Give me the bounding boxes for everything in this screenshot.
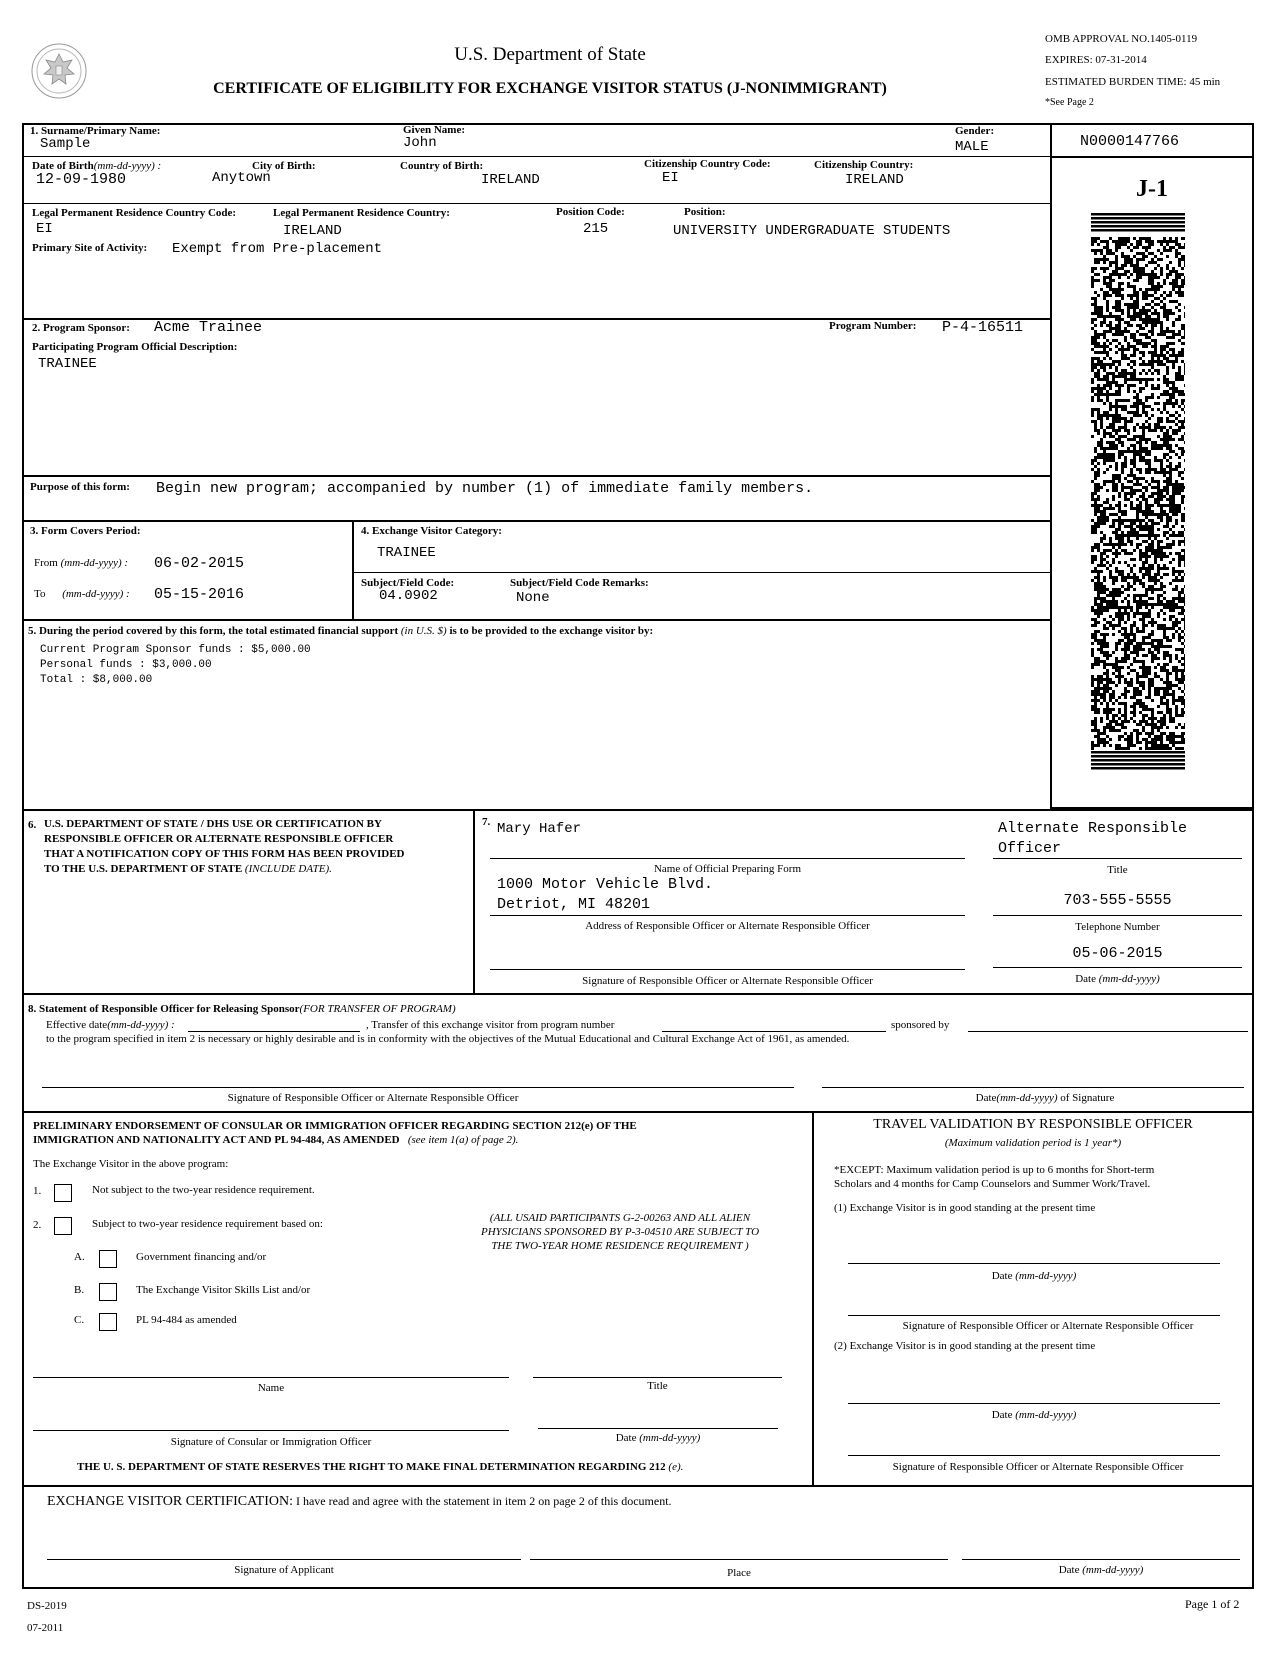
omb-approval: OMB APPROVAL NO.1405-0119 (1045, 33, 1198, 45)
gender-value: MALE (955, 139, 989, 155)
position-code-label: Position Code: (556, 206, 625, 218)
dob-value: 12-09-1980 (36, 171, 127, 188)
travel-item2: (2) Exchange Visitor is in good standing at the present time (834, 1340, 1096, 1352)
description-label: Participating Program Official Description: (32, 341, 238, 353)
endorsement-title-b: IMMIGRATION AND NATIONALITY ACT AND PL 94-484, AS AMENDED (see item 1(a) of page 2). (33, 1134, 519, 1146)
sevis-id: N0000147766 (1080, 133, 1180, 150)
barcode-icon (1091, 213, 1185, 773)
barcode (1091, 213, 1185, 773)
transfer-text: , Transfer of this exchange visitor from program number (366, 1019, 615, 1031)
field-code-value: 04.0902 (379, 588, 438, 604)
applicant-sig-caption: Signature of Applicant (234, 1564, 334, 1576)
visa-type: J-1 (1136, 176, 1168, 202)
site-value: Exempt from Pre-placement (172, 241, 383, 257)
place-caption: Place (727, 1567, 751, 1579)
period-label: 3. Form Covers Period: (30, 525, 141, 537)
sub-c-letter: C. (74, 1314, 85, 1326)
financial-line-personal: Personal funds : $3,000.00 (40, 659, 212, 671)
consular-date-caption: Date (mm-dd-yyyy) (615, 1432, 701, 1444)
signature-caption: Signature of Responsible Officer or Alternate Responsible Officer (582, 975, 873, 987)
sub-a-text: Government financing and/or (136, 1251, 267, 1263)
reserve-statement: THE U. S. DEPARTMENT OF STATE RESERVES THE RIGHT TO MAKE FINAL DETERMINATION REGARDING 212 (e). (77, 1461, 684, 1473)
sponsored-by: sponsored by (891, 1019, 950, 1031)
official-caption: Name of Official Preparing Form (653, 863, 802, 875)
travel-sig1-caption: Signature of Responsible Officer or Alternate Responsible Officer (902, 1320, 1194, 1332)
endorsement-title-caption: Title (647, 1380, 668, 1392)
lpr-country-value: IRELAND (283, 223, 342, 239)
official-name: Mary Hafer (497, 821, 582, 837)
item2-number: 2. (33, 1219, 42, 1231)
sub-c-checkbox[interactable] (99, 1313, 117, 1331)
page-number: Page 1 of 2 (1185, 1597, 1240, 1611)
surname-value: Sample (40, 136, 91, 152)
item1-text: Not subject to the two-year residence requirement. (92, 1184, 315, 1196)
phone-caption: Telephone Number (1075, 921, 1160, 933)
lpr-country-label: Legal Permanent Residence Country: (273, 207, 450, 219)
lpr-code-label: Legal Permanent Residence Country Code: (32, 207, 237, 219)
from-label: From (mm-dd-yyyy) : (34, 557, 129, 569)
section6-text: U.S. DEPARTMENT OF STATE / DHS USE OR CERTIFICATION BY RESPONSIBLE OFFICER OR ALTERNATE RESPONSIBLE OFFICER THAT A NOTIFICATION COPY OF THIS FORM HAS BEEN PROVIDED TO THE U.S. DEPARTMENT OF STATE (INCLUDE DATE). (44, 818, 405, 875)
remarks-label: Subject/Field Code Remarks: (510, 577, 649, 589)
cit-country-label: Citizenship Country: (814, 159, 914, 171)
travel-date2-caption: Date (mm-dd-yyyy) (991, 1409, 1077, 1421)
program-number-label: Program Number: (829, 320, 917, 332)
site-label: Primary Site of Activity: (32, 242, 148, 254)
official-title: Alternate Responsible Officer (998, 820, 1188, 857)
financial-label: 5. During the period covered by this form, the total estimated financial support (in U.S. $) is to be provided to the exchange visitor by: (28, 625, 654, 637)
city-label: City of Birth: (252, 160, 316, 172)
from-value: 06-02-2015 (154, 555, 245, 572)
financial-line-total: Total : $8,000.00 (40, 674, 153, 686)
cit-code-label: Citizenship Country Code: (644, 158, 771, 170)
address-caption: Address of Responsible Officer or Alternate Responsible Officer (585, 920, 870, 932)
remarks-value: None (516, 590, 550, 606)
city-value: Anytown (212, 170, 271, 186)
surname-label: 1. Surname/Primary Name: (30, 125, 161, 137)
see-page-note: *See Page 2 (1045, 97, 1094, 108)
to-value: 05-15-2016 (154, 586, 245, 603)
field-code-label: Subject/Field Code: (361, 577, 455, 589)
country-birth-label: Country of Birth: (400, 160, 484, 172)
burden-time: ESTIMATED BURDEN TIME: 45 min (1045, 76, 1221, 88)
dob-label: Date of Birth(mm-dd-yyyy) : (32, 160, 162, 172)
country-birth-value: IRELAND (481, 172, 540, 188)
cit-country-value: IRELAND (845, 172, 904, 188)
phone-value: 703-555-5555 (1063, 892, 1172, 909)
position-code-value: 215 (583, 221, 609, 237)
sub-b-checkbox[interactable] (99, 1283, 117, 1301)
section8-line2: to the program specified in item 2 is necessary or highly desirable and is in conformity with the objectives of the Mutual Educational and Cultural Exchange Act of 1961, as amended. (46, 1033, 850, 1045)
sub-b-text: The Exchange Visitor Skills List and/or (136, 1284, 311, 1296)
title-caption: Title (1107, 864, 1128, 876)
form-revision: 07-2011 (27, 1622, 64, 1634)
financial-line-sponsor: Current Program Sponsor funds : $5,000.00 (40, 644, 311, 656)
item2-checkbox[interactable] (54, 1217, 72, 1235)
cit-code-value: EI (662, 170, 679, 186)
consular-sig-caption: Signature of Consular or Immigration Officer (170, 1436, 372, 1448)
category-label: 4. Exchange Visitor Category: (361, 525, 502, 537)
sub-b-letter: B. (74, 1284, 85, 1296)
item1-checkbox[interactable] (54, 1184, 72, 1202)
address-line1: 1000 Motor Vehicle Blvd. (497, 876, 714, 893)
form-number: DS-2019 (27, 1600, 67, 1612)
item1-number: 1. (33, 1185, 42, 1197)
usaid-note: (ALL USAID PARTICIPANTS G-2-00263 AND ALL ALIEN PHYSICIANS SPONSORED BY P-3-04510 ARE SUBJECT TO THE TWO-YEAR HOME RESIDENCE REQUIREMENT ) (480, 1212, 760, 1252)
section8-date-caption: Date(mm-dd-yyyy) of Signature (975, 1092, 1115, 1104)
endorsement-intro: The Exchange Visitor in the above program: (33, 1158, 229, 1170)
sub-a-checkbox[interactable] (99, 1250, 117, 1268)
travel-sig2-caption: Signature of Responsible Officer or Alternate Responsible Officer (892, 1461, 1184, 1473)
section6-number: 6. (28, 819, 37, 831)
cert-date-caption: Date (mm-dd-yyyy) (1058, 1564, 1144, 1576)
address-line2: Detriot, MI 48201 (497, 896, 651, 913)
sub-a-letter: A. (74, 1251, 85, 1263)
travel-subtitle: (Maximum validation period is 1 year*) (944, 1137, 1122, 1149)
description-value: TRAINEE (38, 356, 97, 372)
date-value: 05-06-2015 (1072, 945, 1163, 962)
endorsement-title-a: PRELIMINARY ENDORSEMENT OF CONSULAR OR IMMIGRATION OFFICER REGARDING SECTION 212(e) OF THE (33, 1120, 637, 1132)
sub-c-text: PL 94-484 as amended (136, 1314, 237, 1326)
lpr-code-value: EI (36, 221, 53, 237)
sponsor-value: Acme Trainee (154, 319, 263, 336)
section7-number: 7. (482, 816, 491, 828)
expires: EXPIRES: 07-31-2014 (1045, 54, 1147, 66)
section8-sig-caption: Signature of Responsible Officer or Alternate Responsible Officer (227, 1092, 519, 1104)
given-name-label: Given Name: (403, 124, 466, 136)
sponsor-label: 2. Program Sponsor: (32, 322, 130, 334)
position-label: Position: (684, 206, 726, 218)
travel-item1: (1) Exchange Visitor is in good standing at the present time (834, 1202, 1096, 1214)
section8-label: 8. Statement of Responsible Officer for Releasing Sponsor(FOR TRANSFER OF PROGRAM) (28, 1003, 456, 1015)
purpose-value: Begin new program; accompanied by number (1) of immediate family members. (156, 480, 814, 497)
effective-date-label: Effective date(mm-dd-yyyy) : (46, 1019, 175, 1031)
date-caption: Date (mm-dd-yyyy) (1075, 973, 1160, 985)
to-label: To (mm-dd-yyyy) : (34, 588, 130, 600)
position-value: UNIVERSITY UNDERGRADUATE STUDENTS (673, 223, 951, 239)
given-name-value: John (403, 135, 437, 151)
purpose-label: Purpose of this form: (30, 481, 130, 493)
item2-text: Subject to two-year residence requirement based on: (92, 1218, 323, 1230)
program-number-value: P-4-16511 (942, 319, 1024, 336)
department-name: U.S. Department of State (454, 44, 646, 65)
certification-text: EXCHANGE VISITOR CERTIFICATION: I have read and agree with the statement in item 2 on page 2 of this document. (47, 1494, 672, 1509)
travel-except: *EXCEPT: Maximum validation period is up to 6 months for Short-term Scholars and 4 months for Camp Counselors and Summer Work/Travel. (834, 1164, 1155, 1190)
travel-date1-caption: Date (mm-dd-yyyy) (991, 1270, 1077, 1282)
form-title: CERTIFICATE OF ELIGIBILITY FOR EXCHANGE VISITOR STATUS (J-NONIMMIGRANT) (213, 80, 887, 97)
category-value: TRAINEE (377, 545, 436, 561)
travel-title: TRAVEL VALIDATION BY RESPONSIBLE OFFICER (873, 1117, 1193, 1132)
name-caption: Name (257, 1382, 285, 1394)
gender-label: Gender: (955, 125, 995, 137)
